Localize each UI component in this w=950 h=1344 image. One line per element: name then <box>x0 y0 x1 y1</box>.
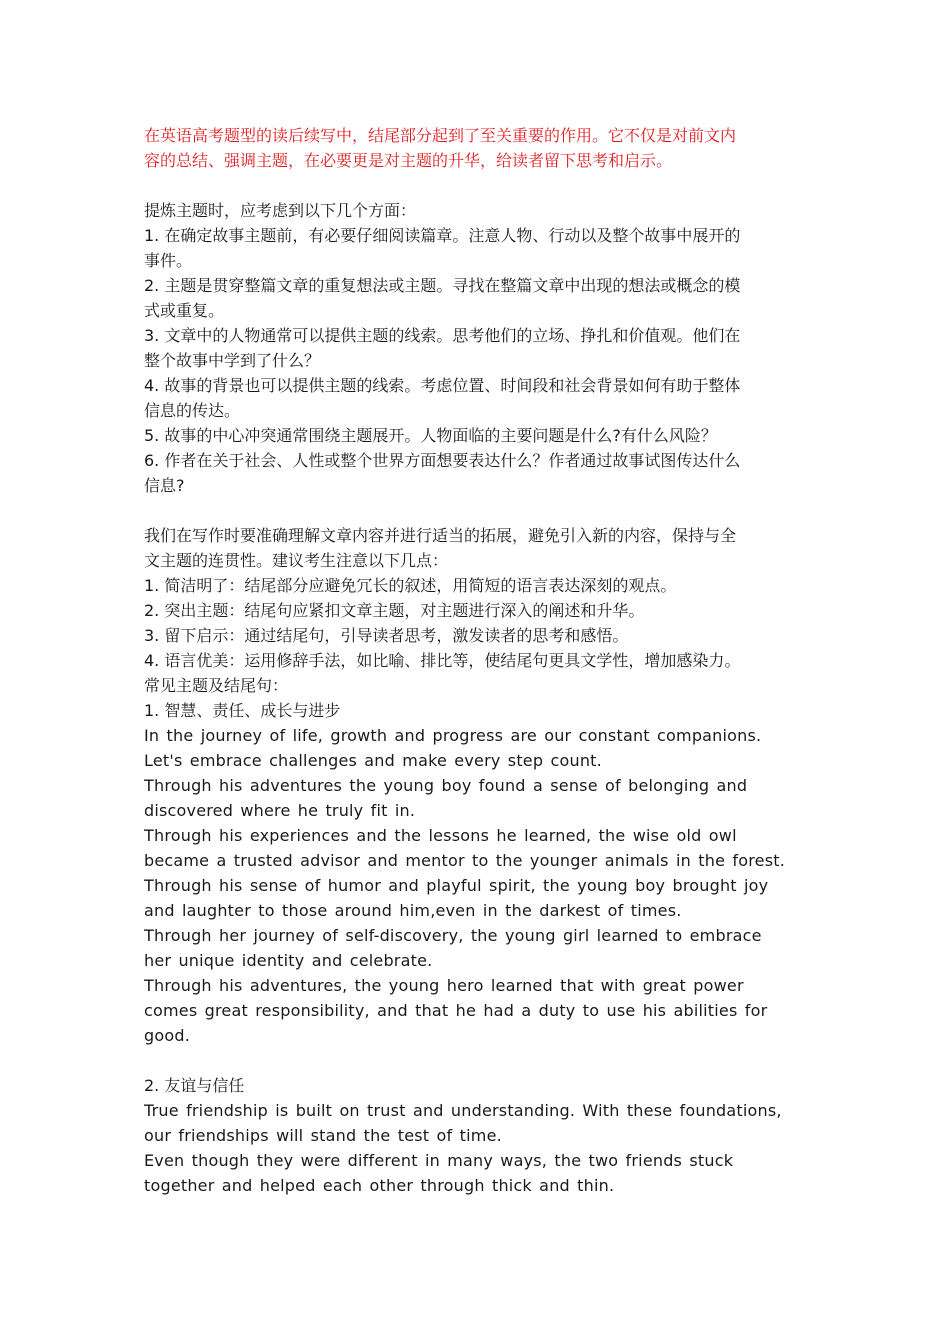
english-example-line: and laughter to those around him,even in the darkest of times. <box>144 901 682 920</box>
writing-tips-section <box>144 523 806 1048</box>
list-line: 1. 在确定故事主题前，有必要仔细阅读篇章。注意人物、行动以及整个故事中展开的 <box>144 226 741 245</box>
english-example-line: Through his adventures, the young hero learned that with great power <box>144 976 744 995</box>
list-line: 式或重复。 <box>144 301 225 320</box>
list-line: 整个故事中学到了什么？ <box>144 351 321 370</box>
english-example-line: comes great responsibility, and that he had a duty to use his abilities for <box>144 1001 768 1020</box>
english-example-line: Through his adventures the young boy found a sense of belonging and <box>144 776 748 795</box>
intro-line: 容的总结、强调主题，在必要更是对主题的升华，给读者留下思考和启示。 <box>144 151 673 170</box>
list-line: 4. 故事的背景也可以提供主题的线索。考虑位置、时间段和社会背景如何有助于整体 <box>144 376 741 395</box>
list-line: 6. 作者在关于社会、人性或整个世界方面想要表达什么？作者通过故事试图传达什么 <box>144 451 741 470</box>
intro-paragraph <box>144 123 806 173</box>
list-line: 信息的传达。 <box>144 401 241 420</box>
document-page <box>144 123 806 1198</box>
english-example-line: Let's embrace challenges and make every step count. <box>144 751 602 770</box>
theme-heading: 1. 智慧、责任、成长与进步 <box>144 701 341 720</box>
paragraph-gap <box>144 498 806 523</box>
english-example-line: Through her journey of self-discovery, the young girl learned to embrace <box>144 926 762 945</box>
english-example-line: In the journey of life, growth and progress are our constant companions. <box>144 726 762 745</box>
theme-extraction-section <box>144 198 806 498</box>
intro-line: 在英语高考题型的读后续写中，结尾部分起到了至关重要的作用。它不仅是对前文内 <box>144 126 737 145</box>
paragraph-gap <box>144 173 806 198</box>
list-line: 信息? <box>144 476 185 495</box>
tips-line: 3. 留下启示：通过结尾句，引导读者思考，激发读者的思考和感悟。 <box>144 626 629 645</box>
tips-line: 文主题的连贯性。建议考生注意以下几点： <box>144 551 449 570</box>
tips-line: 常见主题及结尾句： <box>144 676 289 695</box>
theme-heading: 2. 友谊与信任 <box>144 1076 245 1095</box>
english-example-line: good. <box>144 1026 190 1045</box>
list-line: 3. 文章中的人物通常可以提供主题的线索。思考他们的立场、挣扎和价值观。他们在 <box>144 326 741 345</box>
tips-line: 我们在写作时要准确理解文章内容并进行适当的拓展，避免引入新的内容，保持与全 <box>144 526 737 545</box>
english-example-line: together and helped each other through thick and thin. <box>144 1176 615 1195</box>
list-line: 2. 主题是贯穿整篇文章的重复想法或主题。寻找在整篇文章中出现的想法或概念的模 <box>144 276 741 295</box>
english-example-line: her unique identity and celebrate. <box>144 951 433 970</box>
english-example-line: our friendships will stand the test of time. <box>144 1126 502 1145</box>
list-line: 事件。 <box>144 251 193 270</box>
paragraph-gap <box>144 1048 806 1073</box>
tips-line: 4. 语言优美：运用修辞手法，如比喻、排比等，使结尾句更具文学性，增加感染力。 <box>144 651 741 670</box>
english-example-line: became a trusted advisor and mentor to the younger animals in the forest. <box>144 851 785 870</box>
english-example-line: discovered where he truly fit in. <box>144 801 416 820</box>
tips-line: 1. 简洁明了：结尾部分应避免冗长的叙述，用简短的语言表达深刻的观点。 <box>144 576 677 595</box>
tips-line: 2. 突出主题：结尾句应紧扣文章主题，对主题进行深入的阐述和升华。 <box>144 601 645 620</box>
english-example-line: Through his sense of humor and playful spirit, the young boy brought joy <box>144 876 769 895</box>
list-line: 5. 故事的中心冲突通常围绕主题展开。人物面临的主要问题是什么?有什么风险？ <box>144 426 717 445</box>
english-example-line: Through his experiences and the lessons he learned, the wise old owl <box>144 826 737 845</box>
english-example-line: True friendship is built on trust and understanding. With these foundations, <box>144 1101 782 1120</box>
section-heading: 提炼主题时，应考虑到以下几个方面： <box>144 201 417 220</box>
friendship-section <box>144 1073 806 1198</box>
english-example-line: Even though they were different in many ways, the two friends stuck <box>144 1151 734 1170</box>
